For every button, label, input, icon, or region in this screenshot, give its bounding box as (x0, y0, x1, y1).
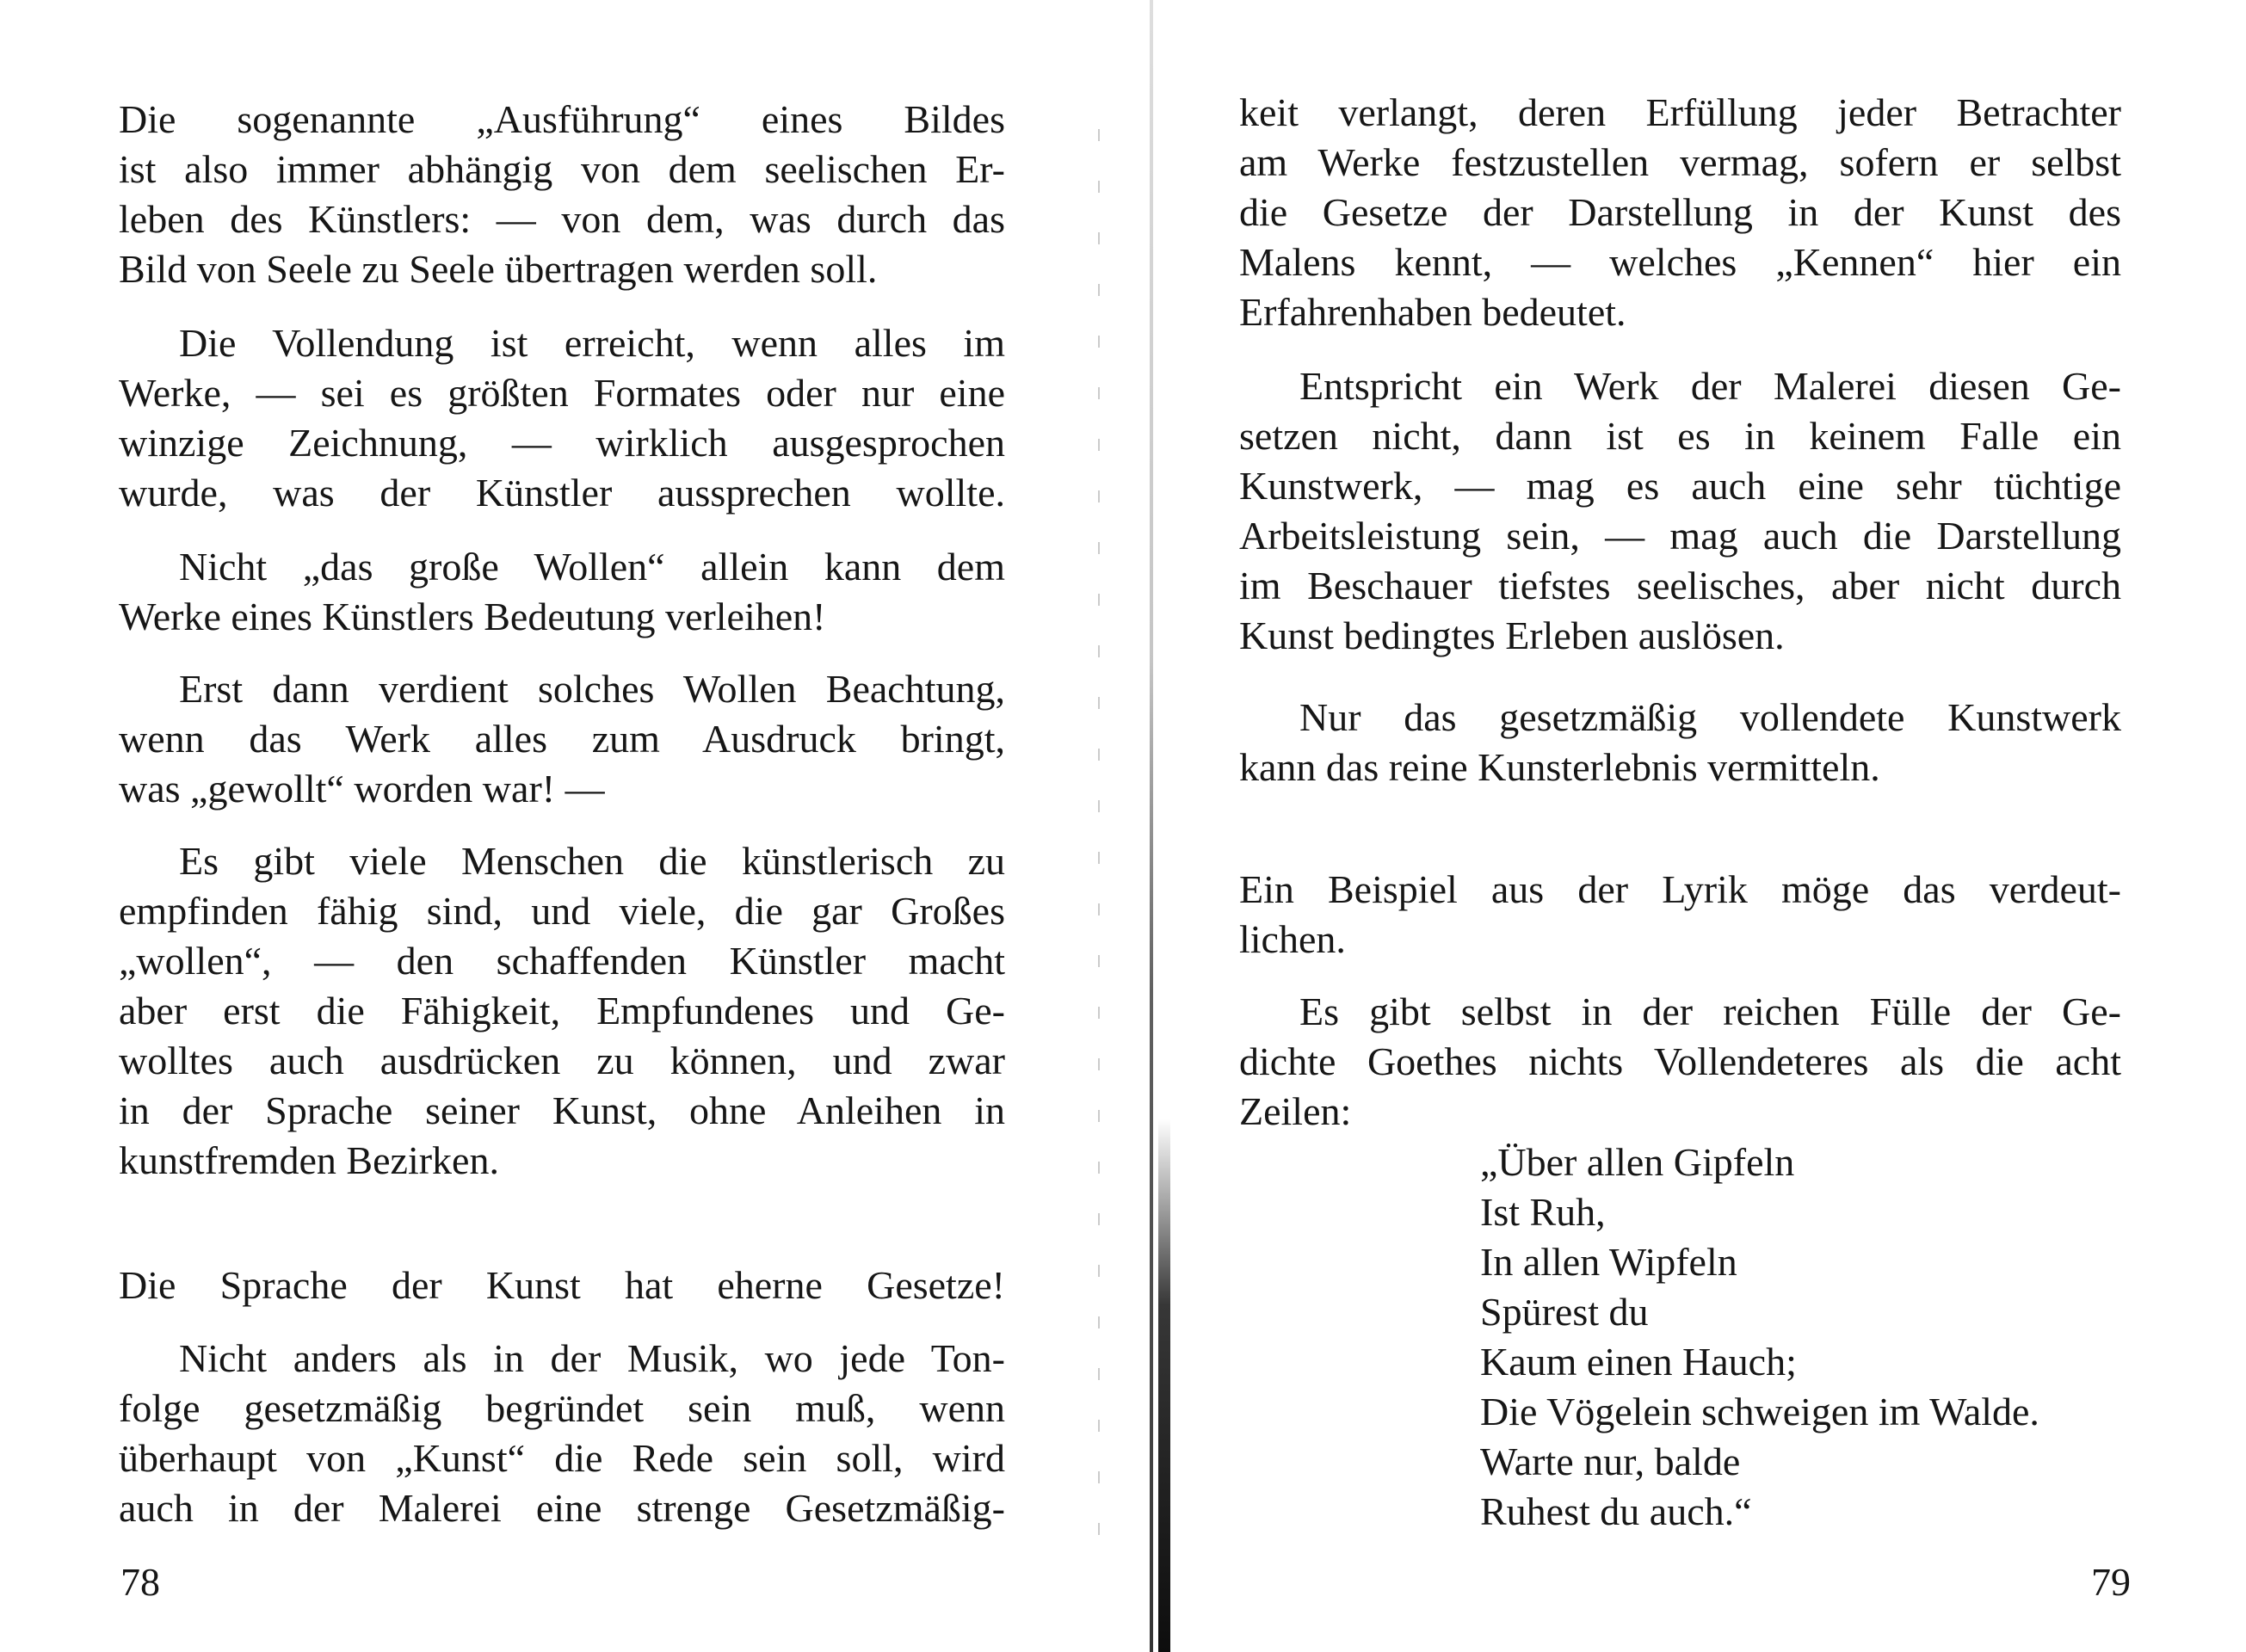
text-line: Nicht anders als in der Musik, wo jede Ton- (179, 1336, 1005, 1380)
text-line: was „gewollt“ worden war! — (119, 767, 605, 811)
text-line: winzige Zeichnung, — wirklich ausgesprochen (119, 421, 1005, 465)
paragraph-4 (119, 664, 1005, 814)
paragraph-5 (1239, 987, 2121, 1137)
paragraph-1 (119, 95, 1005, 294)
poem-line: „Über allen Gipfeln (1480, 1140, 1795, 1184)
paragraph-3 (119, 542, 1005, 642)
text-line: Die Sprache der Kunst hat eherne Gesetze! (119, 1263, 1005, 1307)
paragraph-6 (119, 1261, 1005, 1310)
paragraph-2 (1239, 361, 2121, 661)
text-line: Ein Beispiel aus der Lyrik möge das verdeut- (1239, 867, 2121, 911)
text-line: die Gesetze der Darstellung in der Kunst des (1239, 190, 2121, 234)
text-line: Die sogenannte „Ausführung“ eines Bildes (119, 97, 1005, 141)
paragraph-7 (119, 1334, 1005, 1533)
right-page (1119, 0, 2246, 1652)
text-line: wurde, was der Künstler aussprechen wollte. (119, 471, 1005, 515)
poem-line: In allen Wipfeln (1480, 1240, 1737, 1284)
text-line: setzen nicht, dann ist es in keinem Falle ein (1239, 414, 2121, 458)
text-line: Erfahrenhaben bedeutet. (1239, 290, 1626, 334)
poem-line: Ruhest du auch.“ (1480, 1489, 1752, 1533)
poem-line: Die Vögelein schweigen im Walde. (1480, 1390, 2039, 1433)
text-line: kann das reine Kunsterlebnis vermitteln. (1239, 745, 1880, 789)
page-number-left: 78 (120, 1560, 160, 1604)
text-line: Bild von Seele zu Seele übertragen werden soll. (119, 247, 878, 291)
paragraph-1 (1239, 88, 2121, 337)
poem-line: Ist Ruh, (1480, 1190, 1606, 1234)
text-line: Malens kennt, — welches „Kennen“ hier ein (1239, 240, 2121, 284)
paragraph-5 (119, 836, 1005, 1186)
paragraph-4 (1239, 865, 2121, 965)
text-line: auch in der Malerei eine strenge Gesetzmäßig- (119, 1486, 1005, 1530)
text-line: folge gesetzmäßig begründet sein muß, wenn (119, 1386, 1005, 1430)
text-line: überhaupt von „Kunst“ die Rede sein soll, wird (119, 1436, 1005, 1480)
text-line: dichte Goethes nichts Vollendeteres als die acht (1239, 1039, 2121, 1083)
text-line: am Werke festzustellen vermag, sofern er selbst (1239, 140, 2121, 184)
text-line: wolltes auch ausdrücken zu können, und zwar (119, 1039, 1005, 1082)
gutter-shadow (1098, 129, 1100, 1549)
left-page (0, 0, 1119, 1652)
text-line: „wollen“, — den schaffenden Künstler macht (119, 939, 1005, 983)
text-line: im Beschauer tiefstes seelisches, aber nicht durch (1239, 564, 2121, 607)
text-line: in der Sprache seiner Kunst, ohne Anleihen in (119, 1088, 1005, 1132)
text-line: Die Vollendung ist erreicht, wenn alles im (179, 321, 1005, 365)
text-line: leben des Künstlers: — von dem, was durch das (119, 197, 1005, 241)
text-line: Nicht „das große Wollen“ allein kann dem (179, 545, 1005, 589)
text-line: Arbeitsleistung sein, — mag auch die Darstellung (1239, 514, 2121, 558)
poem-line: Kaum einen Hauch; (1480, 1340, 1797, 1384)
poem-line: Spürest du (1480, 1290, 1649, 1334)
page-number-right: 79 (2091, 1560, 2131, 1604)
text-line: Nur das gesetzmäßig vollendete Kunstwerk (1299, 695, 2121, 739)
text-line: aber erst die Fähigkeit, Empfundenes und Ge- (119, 989, 1005, 1032)
text-line: Kunst bedingtes Erleben auslösen. (1239, 613, 1785, 657)
text-line: lichen. (1239, 917, 1346, 961)
text-line: wenn das Werk alles zum Ausdruck bringt, (119, 717, 1005, 761)
text-line: Zeilen: (1239, 1089, 1352, 1133)
text-line: empfinden fähig sind, und viele, die gar Großes (119, 889, 1005, 933)
text-line: keit verlangt, deren Erfüllung jeder Betrachter (1239, 90, 2121, 134)
text-line: Entspricht ein Werk der Malerei diesen Ge- (1299, 364, 2121, 408)
text-line: Werke, — sei es größten Formates oder nur eine (119, 371, 1005, 415)
poem (1480, 1137, 2039, 1537)
paragraph-3 (1239, 693, 2121, 792)
text-line: Es gibt selbst in der reichen Fülle der Ge- (1299, 989, 2121, 1033)
text-line: ist also immer abhängig von dem seelischen Er- (119, 147, 1005, 191)
poem-line: Warte nur, balde (1480, 1439, 1741, 1483)
paragraph-2 (119, 318, 1005, 518)
text-line: Es gibt viele Menschen die künstlerisch zu (179, 839, 1005, 883)
text-line: Erst dann verdient solches Wollen Beachtung, (179, 667, 1005, 711)
text-line: Kunstwerk, — mag es auch eine sehr tüchtige (1239, 464, 2121, 508)
text-line: kunstfremden Bezirken. (119, 1138, 499, 1182)
text-line: Werke eines Künstlers Bedeutung verleihen! (119, 595, 826, 638)
